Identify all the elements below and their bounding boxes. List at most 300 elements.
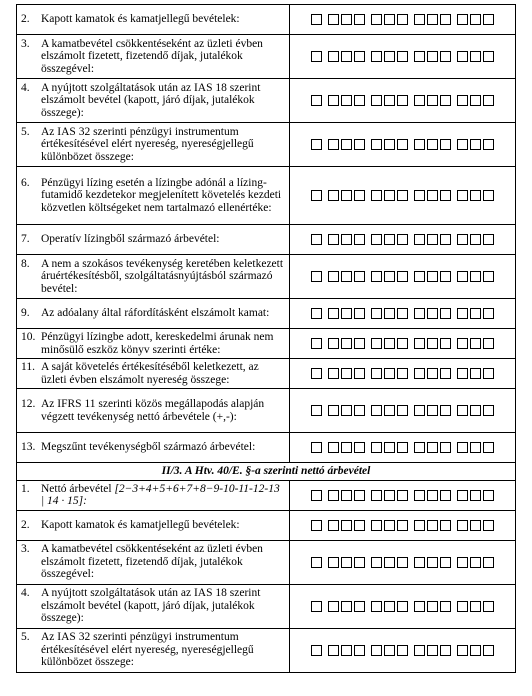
digit-boxes-cell — [290, 255, 516, 299]
digit-input-box[interactable] — [440, 557, 451, 568]
digit-input-box[interactable] — [354, 405, 365, 416]
digit-input-box[interactable] — [457, 601, 468, 612]
digit-input-box[interactable] — [328, 601, 339, 612]
row-text: A nyújtott szolgáltatások után az IAS 18 szerint elszámolt bevétel (kapott, járó díjak, jutalékok összege): — [41, 587, 261, 625]
digit-input-box[interactable] — [354, 234, 365, 245]
digit-input-box[interactable] — [371, 601, 382, 612]
digit-input-box[interactable] — [341, 405, 352, 416]
digit-input-box[interactable] — [414, 308, 425, 319]
digit-input-box[interactable] — [311, 557, 322, 568]
digit-input-box[interactable] — [457, 645, 468, 656]
row-number: 2. — [21, 13, 30, 26]
digit-input-box[interactable] — [397, 338, 408, 349]
digit-box-group — [371, 442, 408, 453]
digit-box-group — [414, 442, 451, 453]
digit-box-group — [328, 442, 365, 453]
digit-box-group — [311, 14, 322, 25]
form-row — [17, 510, 516, 540]
digit-input-box[interactable] — [354, 601, 365, 612]
digit-box-group — [414, 234, 451, 245]
digit-input-box[interactable] — [384, 190, 395, 201]
digit-input-box[interactable] — [414, 51, 425, 62]
digit-boxes — [290, 14, 515, 25]
section-header-group — [17, 463, 516, 481]
digit-input-box[interactable] — [384, 14, 395, 25]
digit-input-box[interactable] — [414, 442, 425, 453]
digit-input-box[interactable] — [440, 490, 451, 501]
digit-input-box[interactable] — [384, 139, 395, 150]
digit-input-box[interactable] — [483, 368, 494, 379]
digit-input-box[interactable] — [341, 51, 352, 62]
digit-input-box[interactable] — [354, 51, 365, 62]
row-text: Az IAS 32 szerinti pénzügyi instrumentum értékesítésével elért nyereség, nyereségjellegű különbözet összege: — [41, 631, 254, 669]
digit-input-box[interactable] — [371, 557, 382, 568]
digit-input-box[interactable] — [470, 234, 481, 245]
digit-box-group — [311, 51, 322, 62]
digit-input-box[interactable] — [384, 368, 395, 379]
digit-input-box[interactable] — [311, 139, 322, 150]
row-label — [17, 584, 290, 628]
form-row — [17, 540, 516, 584]
digit-input-box[interactable] — [483, 405, 494, 416]
digit-input-box[interactable] — [470, 271, 481, 282]
digit-input-box[interactable] — [414, 405, 425, 416]
digit-input-box[interactable] — [328, 557, 339, 568]
digit-input-box[interactable] — [457, 490, 468, 501]
row-number: 7. — [21, 233, 30, 246]
digit-input-box[interactable] — [483, 139, 494, 150]
digit-input-box[interactable] — [457, 368, 468, 379]
digit-input-box[interactable] — [414, 520, 425, 531]
digit-input-box[interactable] — [470, 490, 481, 501]
digit-input-box[interactable] — [354, 338, 365, 349]
digit-input-box[interactable] — [427, 234, 438, 245]
digit-input-box[interactable] — [414, 234, 425, 245]
digit-input-box[interactable] — [483, 14, 494, 25]
digit-input-box[interactable] — [341, 234, 352, 245]
digit-input-box[interactable] — [328, 190, 339, 201]
digit-input-box[interactable] — [397, 520, 408, 531]
digit-input-box[interactable] — [457, 442, 468, 453]
digit-input-box[interactable] — [483, 51, 494, 62]
digit-input-box[interactable] — [397, 14, 408, 25]
digit-input-box[interactable] — [311, 14, 322, 25]
digit-input-box[interactable] — [328, 490, 339, 501]
digit-input-box[interactable] — [328, 405, 339, 416]
digit-input-box[interactable] — [440, 645, 451, 656]
row-label — [17, 225, 290, 255]
digit-input-box[interactable] — [397, 490, 408, 501]
digit-box-group — [371, 139, 408, 150]
digit-input-box[interactable] — [311, 490, 322, 501]
digit-boxes-cell — [290, 329, 516, 359]
rows-group-b-rest — [17, 510, 516, 672]
digit-input-box[interactable] — [483, 190, 494, 201]
digit-input-box[interactable] — [414, 14, 425, 25]
digit-input-box[interactable] — [483, 442, 494, 453]
digit-input-box[interactable] — [328, 442, 339, 453]
digit-input-box[interactable] — [371, 51, 382, 62]
digit-input-box[interactable] — [397, 234, 408, 245]
digit-input-box[interactable] — [470, 368, 481, 379]
digit-input-box[interactable] — [311, 405, 322, 416]
digit-box-group — [457, 520, 494, 531]
digit-input-box[interactable] — [311, 308, 322, 319]
digit-input-box[interactable] — [371, 368, 382, 379]
digit-input-box[interactable] — [341, 338, 352, 349]
digit-input-box[interactable] — [470, 95, 481, 106]
digit-input-box[interactable] — [483, 338, 494, 349]
digit-input-box[interactable] — [397, 139, 408, 150]
digit-box-group — [328, 234, 365, 245]
digit-box-group — [414, 308, 451, 319]
digit-input-box[interactable] — [384, 338, 395, 349]
row-number: 1. — [21, 482, 30, 495]
digit-input-box[interactable] — [427, 645, 438, 656]
digit-box-group — [414, 271, 451, 282]
digit-box-group — [311, 190, 322, 201]
digit-input-box[interactable] — [311, 95, 322, 106]
digit-input-box[interactable] — [414, 190, 425, 201]
digit-input-box[interactable] — [354, 557, 365, 568]
digit-input-box[interactable] — [397, 308, 408, 319]
digit-input-box[interactable] — [440, 338, 451, 349]
digit-input-box[interactable] — [457, 190, 468, 201]
digit-input-box[interactable] — [371, 405, 382, 416]
form-row — [17, 628, 516, 672]
row-label — [17, 389, 290, 433]
digit-input-box[interactable] — [457, 520, 468, 531]
digit-input-box[interactable] — [341, 601, 352, 612]
digit-input-box[interactable] — [397, 557, 408, 568]
digit-input-box[interactable] — [483, 601, 494, 612]
digit-input-box[interactable] — [384, 645, 395, 656]
digit-input-box[interactable] — [440, 139, 451, 150]
digit-input-box[interactable] — [414, 139, 425, 150]
digit-box-group — [311, 601, 322, 612]
digit-input-box[interactable] — [470, 645, 481, 656]
digit-input-box[interactable] — [328, 645, 339, 656]
digit-input-box[interactable] — [384, 405, 395, 416]
digit-input-box[interactable] — [354, 520, 365, 531]
digit-input-box[interactable] — [371, 139, 382, 150]
digit-input-box[interactable] — [440, 95, 451, 106]
digit-input-box[interactable] — [414, 601, 425, 612]
digit-input-box[interactable] — [483, 271, 494, 282]
digit-input-box[interactable] — [470, 557, 481, 568]
digit-input-box[interactable] — [440, 442, 451, 453]
digit-input-box[interactable] — [457, 338, 468, 349]
digit-input-box[interactable] — [384, 308, 395, 319]
digit-input-box[interactable] — [427, 405, 438, 416]
digit-input-box[interactable] — [397, 51, 408, 62]
digit-input-box[interactable] — [483, 557, 494, 568]
digit-input-box[interactable] — [341, 95, 352, 106]
digit-input-box[interactable] — [427, 51, 438, 62]
digit-input-box[interactable] — [371, 645, 382, 656]
digit-input-box[interactable] — [354, 95, 365, 106]
row-text — [41, 483, 285, 508]
digit-input-box[interactable] — [440, 14, 451, 25]
digit-input-box[interactable] — [427, 308, 438, 319]
digit-boxes-cell — [290, 299, 516, 329]
digit-input-box[interactable] — [384, 442, 395, 453]
digit-input-box[interactable] — [354, 490, 365, 501]
digit-input-box[interactable] — [457, 51, 468, 62]
rows-group-a — [17, 5, 516, 463]
digit-input-box[interactable] — [311, 190, 322, 201]
digit-input-box[interactable] — [354, 139, 365, 150]
digit-input-box[interactable] — [470, 139, 481, 150]
digit-input-box[interactable] — [427, 557, 438, 568]
digit-boxes — [290, 308, 515, 319]
digit-input-box[interactable] — [440, 601, 451, 612]
digit-input-box[interactable] — [414, 645, 425, 656]
digit-input-box[interactable] — [470, 601, 481, 612]
digit-input-box[interactable] — [470, 405, 481, 416]
digit-input-box[interactable] — [341, 308, 352, 319]
digit-input-box[interactable] — [384, 490, 395, 501]
digit-input-box[interactable] — [440, 234, 451, 245]
digit-input-box[interactable] — [311, 51, 322, 62]
digit-input-box[interactable] — [470, 14, 481, 25]
digit-input-box[interactable] — [483, 95, 494, 106]
digit-input-box[interactable] — [440, 190, 451, 201]
digit-input-box[interactable] — [371, 271, 382, 282]
row-text: A kamatbevétel csökkentéseként az üzleti évben elszámolt fizetett, fizetendő díjak, jutalékok összegével: — [41, 37, 263, 75]
digit-input-box[interactable] — [414, 271, 425, 282]
digit-input-box[interactable] — [328, 520, 339, 531]
digit-input-box[interactable] — [397, 645, 408, 656]
digit-input-box[interactable] — [457, 139, 468, 150]
digit-input-box[interactable] — [427, 442, 438, 453]
digit-input-box[interactable] — [328, 368, 339, 379]
digit-input-box[interactable] — [470, 338, 481, 349]
digit-input-box[interactable] — [354, 271, 365, 282]
digit-input-box[interactable] — [341, 139, 352, 150]
digit-input-box[interactable] — [371, 308, 382, 319]
digit-input-box[interactable] — [427, 520, 438, 531]
digit-input-box[interactable] — [427, 601, 438, 612]
digit-input-box[interactable] — [384, 234, 395, 245]
digit-input-box[interactable] — [341, 490, 352, 501]
digit-box-group — [371, 368, 408, 379]
digit-boxes — [290, 338, 515, 349]
form-row — [17, 480, 516, 510]
digit-input-box[interactable] — [384, 95, 395, 106]
digit-input-box[interactable] — [371, 95, 382, 106]
digit-input-box[interactable] — [440, 51, 451, 62]
digit-boxes-cell — [290, 584, 516, 628]
row-number: 3. — [21, 543, 30, 556]
digit-input-box[interactable] — [341, 520, 352, 531]
digit-boxes — [290, 490, 515, 501]
digit-box-group — [414, 490, 451, 501]
digit-boxes — [290, 95, 515, 106]
digit-input-box[interactable] — [427, 271, 438, 282]
digit-boxes-cell — [290, 167, 516, 225]
digit-boxes — [290, 601, 515, 612]
digit-input-box[interactable] — [328, 234, 339, 245]
digit-box-group — [328, 557, 365, 568]
digit-input-box[interactable] — [311, 601, 322, 612]
row-label — [17, 359, 290, 389]
digit-input-box[interactable] — [328, 338, 339, 349]
form-row — [17, 584, 516, 628]
digit-input-box[interactable] — [328, 51, 339, 62]
digit-input-box[interactable] — [457, 14, 468, 25]
digit-input-box[interactable] — [354, 190, 365, 201]
digit-input-box[interactable] — [311, 368, 322, 379]
digit-input-box[interactable] — [457, 308, 468, 319]
digit-box-group — [328, 308, 365, 319]
digit-input-box[interactable] — [470, 308, 481, 319]
digit-input-box[interactable] — [470, 442, 481, 453]
digit-input-box[interactable] — [371, 190, 382, 201]
digit-input-box[interactable] — [311, 520, 322, 531]
digit-input-box[interactable] — [311, 271, 322, 282]
digit-input-box[interactable] — [397, 190, 408, 201]
digit-box-group — [311, 557, 322, 568]
digit-box-group — [371, 557, 408, 568]
digit-input-box[interactable] — [483, 308, 494, 319]
digit-box-group — [414, 405, 451, 416]
digit-input-box[interactable] — [354, 442, 365, 453]
digit-input-box[interactable] — [457, 271, 468, 282]
digit-input-box[interactable] — [384, 51, 395, 62]
row-text: Az IFRS 11 szerinti közös megállapodás alapján végzett tevékenység nettó árbevétele (+,-): — [41, 398, 265, 423]
digit-input-box[interactable] — [483, 490, 494, 501]
digit-boxes-cell — [290, 225, 516, 255]
digit-input-box[interactable] — [427, 368, 438, 379]
digit-input-box[interactable] — [427, 14, 438, 25]
digit-input-box[interactable] — [384, 601, 395, 612]
digit-input-box[interactable] — [440, 308, 451, 319]
digit-input-box[interactable] — [397, 271, 408, 282]
digit-input-box[interactable] — [371, 442, 382, 453]
digit-input-box[interactable] — [457, 234, 468, 245]
digit-input-box[interactable] — [427, 338, 438, 349]
digit-input-box[interactable] — [397, 95, 408, 106]
row-label — [17, 628, 290, 672]
row-number: 13. — [21, 441, 36, 454]
digit-input-box[interactable] — [427, 139, 438, 150]
digit-input-box[interactable] — [414, 338, 425, 349]
digit-input-box[interactable] — [414, 490, 425, 501]
section-title: II/3. A Htv. 40/E. §-a szerinti nettó árbevétel — [17, 463, 516, 481]
form-row — [17, 225, 516, 255]
digit-input-box[interactable] — [440, 368, 451, 379]
digit-boxes — [290, 405, 515, 416]
digit-box-group — [371, 190, 408, 201]
digit-input-box[interactable] — [427, 490, 438, 501]
digit-box-group — [414, 557, 451, 568]
digit-input-box[interactable] — [341, 368, 352, 379]
digit-input-box[interactable] — [341, 557, 352, 568]
digit-input-box[interactable] — [470, 190, 481, 201]
digit-input-box[interactable] — [371, 520, 382, 531]
digit-input-box[interactable] — [414, 368, 425, 379]
digit-box-group — [371, 405, 408, 416]
digit-input-box[interactable] — [414, 557, 425, 568]
digit-input-box[interactable] — [341, 14, 352, 25]
digit-input-box[interactable] — [354, 14, 365, 25]
digit-input-box[interactable] — [483, 234, 494, 245]
digit-input-box[interactable] — [427, 190, 438, 201]
digit-boxes — [290, 442, 515, 453]
row-text: Pénzügyi lízingbe adott, kereskedelmi árunak nem minősülő eszköz könyv szerinti értéke: — [41, 331, 274, 356]
digit-input-box[interactable] — [371, 14, 382, 25]
digit-input-box[interactable] — [341, 190, 352, 201]
digit-input-box[interactable] — [311, 234, 322, 245]
digit-input-box[interactable] — [311, 442, 322, 453]
digit-input-box[interactable] — [328, 139, 339, 150]
digit-boxes-cell — [290, 389, 516, 433]
digit-input-box[interactable] — [328, 308, 339, 319]
digit-box-group — [311, 368, 322, 379]
digit-input-box[interactable] — [384, 271, 395, 282]
row-text: Az adóalany által ráfordításként elszámolt kamat: — [41, 307, 270, 320]
digit-input-box[interactable] — [341, 442, 352, 453]
digit-input-box[interactable] — [414, 95, 425, 106]
digit-input-box[interactable] — [470, 51, 481, 62]
row-number: 4. — [21, 81, 30, 94]
digit-input-box[interactable] — [354, 645, 365, 656]
digit-input-box[interactable] — [397, 601, 408, 612]
digit-input-box[interactable] — [328, 271, 339, 282]
digit-input-box[interactable] — [311, 645, 322, 656]
digit-input-box[interactable] — [384, 557, 395, 568]
digit-input-box[interactable] — [311, 338, 322, 349]
digit-input-box[interactable] — [354, 308, 365, 319]
digit-input-box[interactable] — [457, 95, 468, 106]
digit-input-box[interactable] — [397, 442, 408, 453]
digit-input-box[interactable] — [397, 405, 408, 416]
digit-box-group — [371, 14, 408, 25]
digit-input-box[interactable] — [354, 368, 365, 379]
digit-input-box[interactable] — [384, 520, 395, 531]
digit-input-box[interactable] — [457, 405, 468, 416]
digit-input-box[interactable] — [371, 234, 382, 245]
row-text: Kapott kamatok és kamatjellegű bevételek: — [41, 518, 240, 531]
digit-input-box[interactable] — [371, 338, 382, 349]
digit-input-box[interactable] — [371, 490, 382, 501]
digit-input-box[interactable] — [483, 520, 494, 531]
digit-input-box[interactable] — [470, 520, 481, 531]
digit-boxes-cell — [290, 628, 516, 672]
row-label — [17, 540, 290, 584]
digit-box-group — [457, 368, 494, 379]
digit-input-box[interactable] — [328, 95, 339, 106]
digit-input-box[interactable] — [440, 271, 451, 282]
digit-input-box[interactable] — [457, 557, 468, 568]
digit-input-box[interactable] — [341, 645, 352, 656]
digit-input-box[interactable] — [341, 271, 352, 282]
digit-box-group — [457, 95, 494, 106]
digit-input-box[interactable] — [483, 645, 494, 656]
digit-input-box[interactable] — [440, 405, 451, 416]
digit-input-box[interactable] — [440, 520, 451, 531]
digit-input-box[interactable] — [328, 14, 339, 25]
digit-box-group — [311, 490, 322, 501]
row-label — [17, 329, 290, 359]
digit-box-group — [328, 405, 365, 416]
digit-box-group — [414, 645, 451, 656]
row-number: 5. — [21, 631, 30, 644]
digit-input-box[interactable] — [427, 95, 438, 106]
digit-boxes-cell — [290, 480, 516, 510]
digit-input-box[interactable] — [397, 368, 408, 379]
